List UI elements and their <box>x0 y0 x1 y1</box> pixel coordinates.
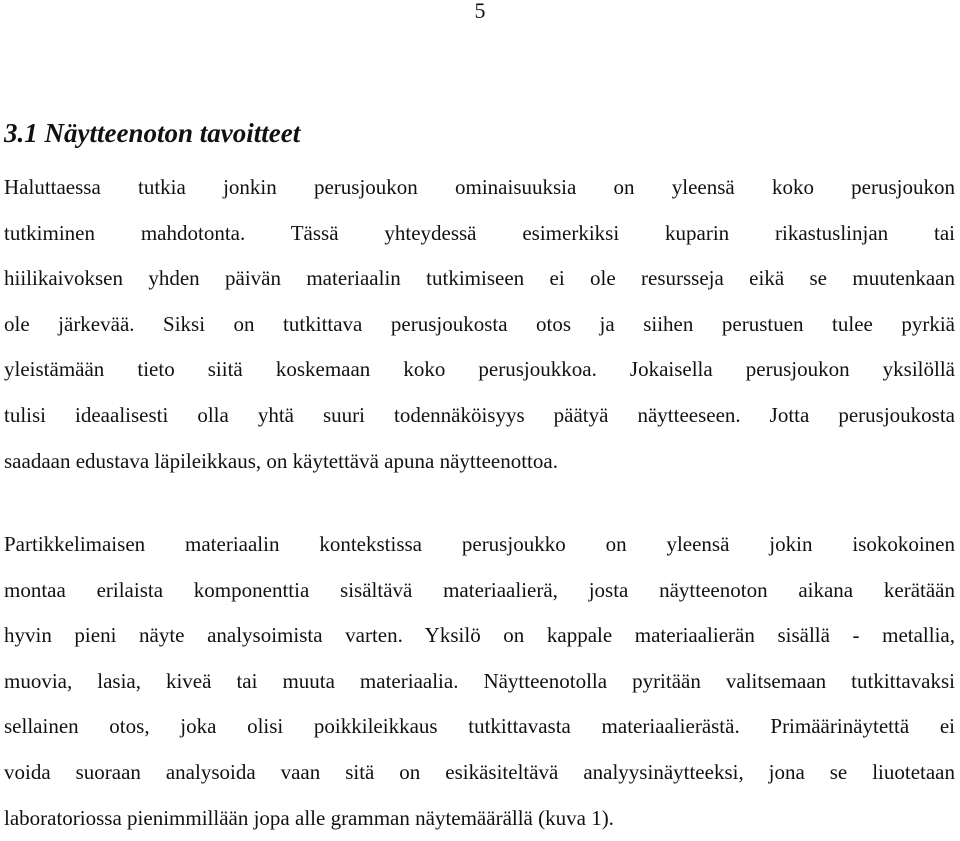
paragraph-line: ole järkevää. Siksi on tutkittava perusjoukosta otos ja siihen perustuen tulee pyrkiä <box>4 311 955 336</box>
section-heading: 3.1 Näytteenoton tavoitteet <box>4 118 301 148</box>
paragraph-line: Haluttaessa tutkia jonkin perusjoukon ominaisuuksia on yleensä koko perusjoukon <box>4 175 955 199</box>
page-number: 5 <box>474 0 486 23</box>
paragraph-line: hyvin pieni näyte analysoimista varten. Yksilö on kappale materiaalierän sisällä - metallia, <box>4 623 955 648</box>
paragraph-line: muovia, lasia, kiveä tai muuta materiaalia. Näytteenotolla pyritään valitsemaan tutkittavaksi <box>4 668 955 693</box>
paragraph-1 <box>4 165 955 484</box>
paragraph-line: laboratoriossa pienimmillään jopa alle gramman näytemäärällä (kuva 1). <box>4 805 614 830</box>
paragraph-line: hiilikaivoksen yhden päivän materiaalin tutkimiseen ei ole resursseja eikä se muutenkaan <box>4 266 955 291</box>
paragraph-line: tulisi ideaalisesti olla yhtä suuri todennäköisyys päätyä näytteeseen. Jotta perusjoukosta <box>4 402 955 427</box>
paragraph-line: yleistämään tieto siitä koskemaan koko perusjoukkoa. Jokaisella perusjoukon yksilöllä <box>4 357 955 382</box>
paragraph-line: Partikkelimaisen materiaalin kontekstissa perusjoukko on yleensä jokin isokokoinen <box>4 532 955 556</box>
paragraph-line: saadaan edustava läpileikkaus, on käytettävä apuna näytteenottoa. <box>4 448 558 473</box>
paragraph-2 <box>4 522 955 841</box>
paragraph-line: montaa erilaista komponenttia sisältävä materiaalierä, josta näytteenoton aikana kerätään <box>4 577 955 602</box>
paragraph-line: voida suoraan analysoida vaan sitä on esikäsiteltävä analyysinäytteeksi, jona se liuotetaan <box>4 759 955 784</box>
paragraph-line: sellainen otos, joka olisi poikkileikkaus tutkittavasta materiaalierästä. Primäärinäytettä ei <box>4 714 955 739</box>
paragraph-line: tutkiminen mahdotonta. Tässä yhteydessä esimerkiksi kuparin rikastuslinjan tai <box>4 220 955 245</box>
